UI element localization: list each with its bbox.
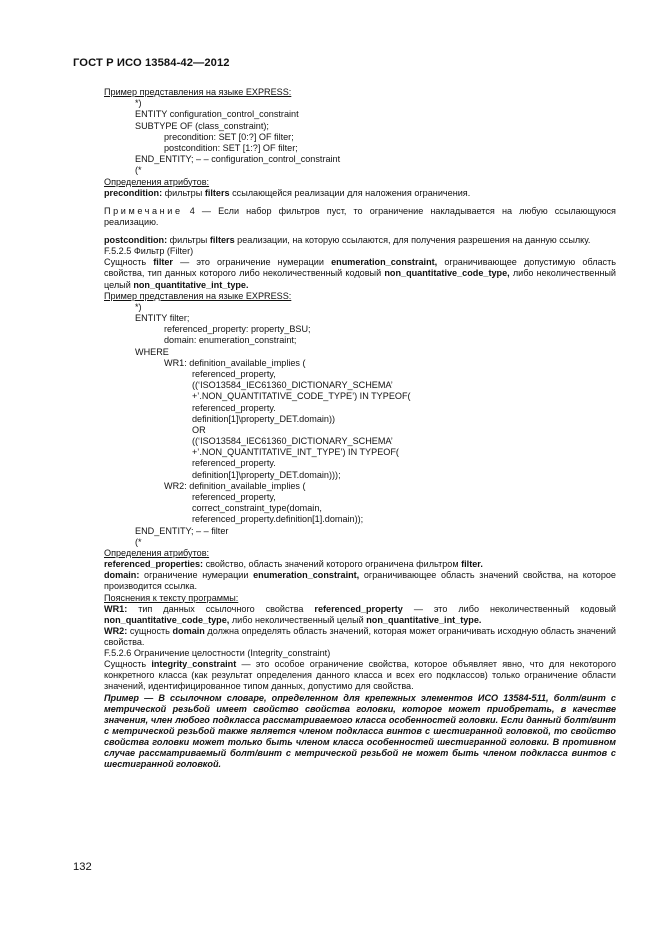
code-line: definition[1]\property_DET.domain))); [192,469,341,480]
code-line: WHERE [135,346,169,357]
code-line: definition[1]\property_DET.domain)) [192,413,336,424]
code-line: END_ENTITY; – – filter [135,525,229,536]
attribute-definitions-heading: Определения атрибутов: [104,176,210,187]
code-line: (* [135,165,142,176]
page-number: 132 [73,861,92,873]
rule-wr1-explanation: WR1: тип данных ссылочного свойства referenced_property — это либо неколичественный кодовый non_quantitative_code_type, либо неколичественный целый non_quantitative_int_type. [104,603,616,625]
code-line: ENTITY configuration_control_constraint [135,109,299,120]
code-line: ENTITY filter; [135,313,190,323]
express-code-block [104,302,616,548]
attribute-referenced-properties: referenced_properties: свойство, область значений которого ограничена фильтром filter. [104,559,483,570]
code-line: precondition: SET [0:?] OF filter; [164,131,294,142]
code-line: referenced_property: property_BSU; [164,324,311,335]
rule-wr2-explanation: WR2: сущность domain должна определять область значений, которая может ограничивать исходную область значений свойства. [104,625,616,647]
integrity-constraint-example: Пример — В ссылочном словаре, определенном для крепежных элементов ИСО 13584-511, болт/винт с метрической резьбой имеет свойство свойства головки, которое может приобретать, в качестве значения, член любого подкласса рассматриваемого класса особенностей головки. Если данный болт/винт с метрической резьбой также является членом подкласса винтов с шестигранной головкой, то свойство свойства головки может только быть членом класса особенностей шестигранной головки. В противном случае рассматриваемый болт/винт с метрической резьбой не может быть членом подкласса винтов с шестигранной головкой. [104,692,616,770]
section-title-integrity-constraint: F.5.2.6 Ограничение целостности (Integrity_constraint) [104,648,331,659]
code-line: *) [135,301,142,312]
program-explanations-heading: Пояснения к тексту программы: [104,592,239,603]
code-line: SUBTYPE OF (class_constraint); [135,120,269,131]
integrity-constraint-description: Сущность integrity_constraint — это особое ограничение свойства, которое объявляет явно, что для некоторого конкретного класса (как результат определения данного класса и всех его подклассов) только ограничение области значений, идентифицированное типом данных, допустимо для свойства. [104,659,617,692]
code-line: domain: enumeration_constraint; [164,335,297,346]
attribute-domain: domain: ограничение нумерации enumeration_constraint, ограничивающее область значений свойства, на которое производится ссылка. [104,570,616,592]
filter-description: Сущность filter — это ограничение нумерации enumeration_constraint, ограничивающее допустимую область свойства, тип данных которого либо неколичественный кодовый non_quantitative_code_type, либо неколичественный целый non_quantitative_int_type. [104,257,617,290]
note-4: Примечание 4 — Если набор фильтров пуст, то ограничение накладывается на любую ссылающуюся реализацию. [104,205,616,227]
code-line: *) [135,98,142,109]
attribute-postcondition: postcondition: фильтры filters реализации, на которую ссылаются, для получения разрешения на данную ссылку. [104,235,591,246]
code-line: +’.NON_QUANTITATIVE_CODE_TYPE’) IN TYPEOF( [192,391,411,402]
express-example-heading: Пример представления на языке EXPRESS: [104,87,292,97]
page-header-standard-id: ГОСТ Р ИСО 13584-42—2012 [73,57,230,69]
code-line: (* [135,536,142,547]
code-line: referenced_property, [192,492,276,502]
page-content [104,87,616,770]
code-line: +’.NON_QUANTITATIVE_INT_TYPE’) IN TYPEOF( [192,447,399,458]
code-line: WR1: definition_available_implies ( [164,357,306,368]
attribute-precondition: precondition: фильтры filters ссылающейся реализации для наложения ограничения. [104,187,471,198]
code-line: ((‘ISO13584_IEC61360_DICTIONARY_SCHEMA’ [192,380,393,391]
code-line: ((‘ISO13584_IEC61360_DICTIONARY_SCHEMA’ [192,436,393,447]
code-line: correct_constraint_type(domain, [192,503,322,514]
express-example-heading: Пример представления на языке EXPRESS: [104,290,292,301]
attribute-definitions-heading: Определения атрибутов: [104,547,210,558]
code-line: OR [192,424,206,435]
code-line: referenced_property. [192,402,276,413]
section-title-filter: F.5.2.5 Фильтр (Filter) [104,246,194,257]
code-line: referenced_property. [192,458,276,469]
code-line: WR2: definition_available_implies ( [164,480,306,491]
code-line: referenced_property, [192,368,276,379]
code-line: END_ENTITY; – – configuration_control_constraint [135,154,341,165]
code-line: referenced_property.definition[1].domain)); [192,514,364,525]
code-line: postcondition: SET [1:?] OF filter; [164,142,298,153]
